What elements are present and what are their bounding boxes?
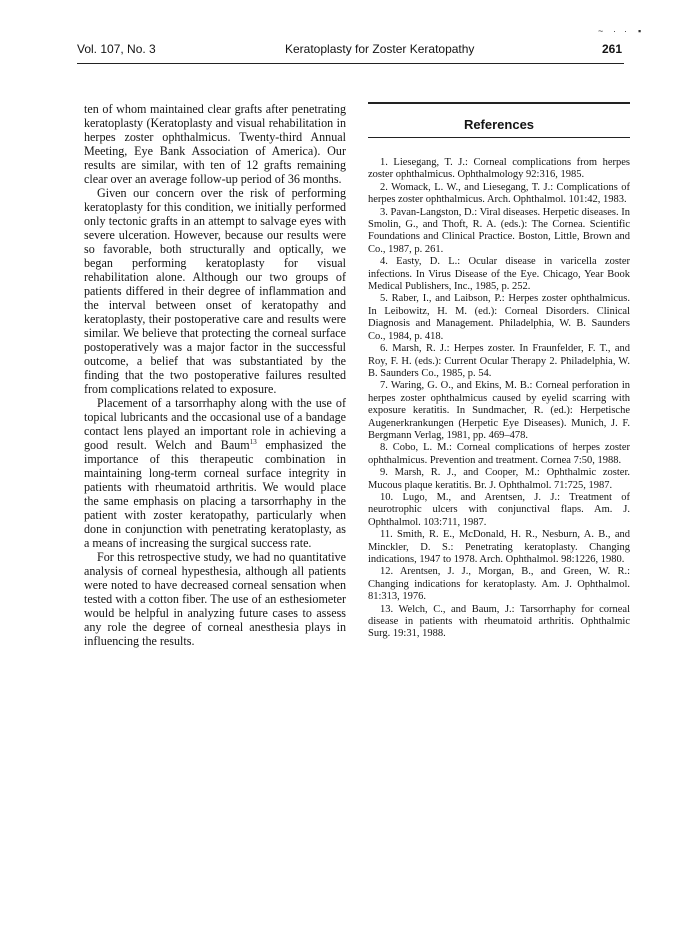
page-number: 261 <box>601 42 622 56</box>
references-top-rule <box>368 102 630 104</box>
reference-item: 13. Welch, C., and Baum, J.: Tarsorrhaphy for corneal disease in patients with rheumatoid arthritis. Ophthalmic Surg. 19:31, 1988. <box>368 603 630 640</box>
reference-item: 11. Smith, R. E., McDonald, H. R., Nesburn, A. B., and Minckler, D. S.: Penetrating keratoplasty. Changing indications, 1947 to 1978. Arch. Ophthalmol. 98:1226, 1980. <box>368 529 630 565</box>
journal-volume: Vol. 107, No. 3 <box>77 42 156 56</box>
scan-artifact: · <box>624 26 627 36</box>
scan-artifact: ▪ <box>638 26 642 36</box>
running-title: Keratoplasty for Zoster Keratopathy <box>285 42 475 56</box>
reference-item: 2. Womack, L. W., and Liesegang, T. J.: Complications of herpes zoster ophthalmicus. Arch. Ophthalmol. 101:42, 1983. <box>368 181 630 206</box>
reference-item: 4. Easty, D. L.: Ocular disease in varicella zoster infections. In Virus Disease of the Eye. Chicago, Year Book Medical Publishers, Inc., 1985, p. 252. <box>368 256 630 293</box>
running-header <box>77 42 622 62</box>
body-paragraph: For this retrospective study, we had no quantitative analysis of corneal hypesthesia, although all patients were noted to have decreased corneal sensation when tested with a cotton fiber. The use of an esthesiometer would be helpful in analyzing future cases to assess any role the degree of corneal anesthesia plays in influencing the results. <box>84 550 346 648</box>
body-text: Placement of a tarsorrhaphy along with the use of topical lubricants and the occasional use of a bandage contact lens played an important role in achieving a good result. Welch and Baum <box>84 396 346 452</box>
reference-item: 12. Arentsen, J. J., Morgan, B., and Green, W. R.: Changing indications for keratoplasty. Am. J. Ophthalmol. 81:313, 1976. <box>368 566 630 603</box>
reference-item: 5. Raber, I., and Laibson, P.: Herpes zoster ophthalmicus. In Leibowitz, H. M. (ed.): Corneal Disorders. Clinical Diagnosis and Management. Philadelphia, W. B. Saunders Co., 1984, p. 418. <box>368 293 630 342</box>
scan-artifact: · <box>613 26 616 36</box>
header-rule <box>77 63 624 64</box>
citation-superscript: 13 <box>249 438 257 446</box>
reference-item: 1. Liesegang, T. J.: Corneal complications from herpes zoster ophthalmicus. Ophthalmology 92:316, 1985. <box>368 157 630 181</box>
references-heading: References <box>463 117 535 132</box>
body-paragraph <box>84 396 346 550</box>
body-paragraph: Given our concern over the risk of performing keratoplasty for this condition, we initially performed only tectonic grafts in an attempt to salvage eyes with severe ulceration. However, because our results were so favorable, both structurally and optically, we began performing keratoplasty for visual rehabilitation alone. Although our two groups of patients differed in their degree of inflammation and the interval between onset of keratopathy and keratoplasty, their postoperative care and results were similar. We believe that protecting the corneal surface postoperatively was a major factor in the successful outcome, a belief that was substantiated by the finding that the two postoperative failures resulted from complications related to exposure. <box>84 186 346 396</box>
reference-item: 8. Cobo, L. M.: Corneal complications of herpes zoster ophthalmicus. Prevention and treatment. Cornea 7:50, 1988. <box>368 442 630 466</box>
reference-item: 3. Pavan-Langston, D.: Viral diseases. Herpetic diseases. In Smolin, G., and Thoft, R. A. (eds.): The Cornea. Scientific Foundations and Clinical Practice. Boston, Little, Brown and Co., 1987, p. 261. <box>368 206 630 255</box>
reference-list <box>368 157 630 641</box>
reference-item: 7. Waring, G. O., and Ekins, M. B.: Corneal perforation in herpes zoster ophthalmicus caused by eyelid scarring with exposure keratitis. In Sundmacher, R. (ed.): Herpetische Augenerkrankungen (Herpetic Eye Diseases). Munich, J. F. Bergmann Verlag, 1981, pp. 469–478. <box>368 380 630 441</box>
references-bottom-rule <box>368 137 630 138</box>
scan-artifact: ~ <box>598 26 604 36</box>
body-paragraph: ten of whom maintained clear grafts after penetrating keratoplasty (Keratoplasty and visual rehabilitation in herpes zoster ophthalmicus. Twenty-third Annual Meeting, Eye Bank Association of America). Our results are similar, with ten of 12 grafts remaining clear over an average follow-up period of 36 months. <box>84 102 346 186</box>
reference-item: 10. Lugo, M., and Arentsen, J. J.: Treatment of neurotrophic ulcers with conjunctival flaps. Am. J. Ophthalmol. 103:711, 1987. <box>368 491 630 528</box>
reference-item: 6. Marsh, R. J.: Herpes zoster. In Fraunfelder, F. T., and Roy, F. H. (eds.): Current Ocular Therapy 2. Philadelphia, W. B. Saunders Co., 1985, p. 54. <box>368 343 630 379</box>
body-column <box>84 102 346 648</box>
reference-item: 9. Marsh, R. J., and Cooper, M.: Ophthalmic zoster. Mucous plaque keratitis. Br. J. Ophthalmol. 71:725, 1987. <box>368 467 630 491</box>
body-text: emphasized the importance of this therapeutic combination in maintaining long-term corneal surface integrity in patients with rheumatoid arthritis. We would place the same emphasis on placing a tarsorrhaphy in the patient with zoster keratopathy, particularly when done in conjunction with penetrating keratoplasty, as a means of increasing the surgical success rate. <box>84 438 346 550</box>
